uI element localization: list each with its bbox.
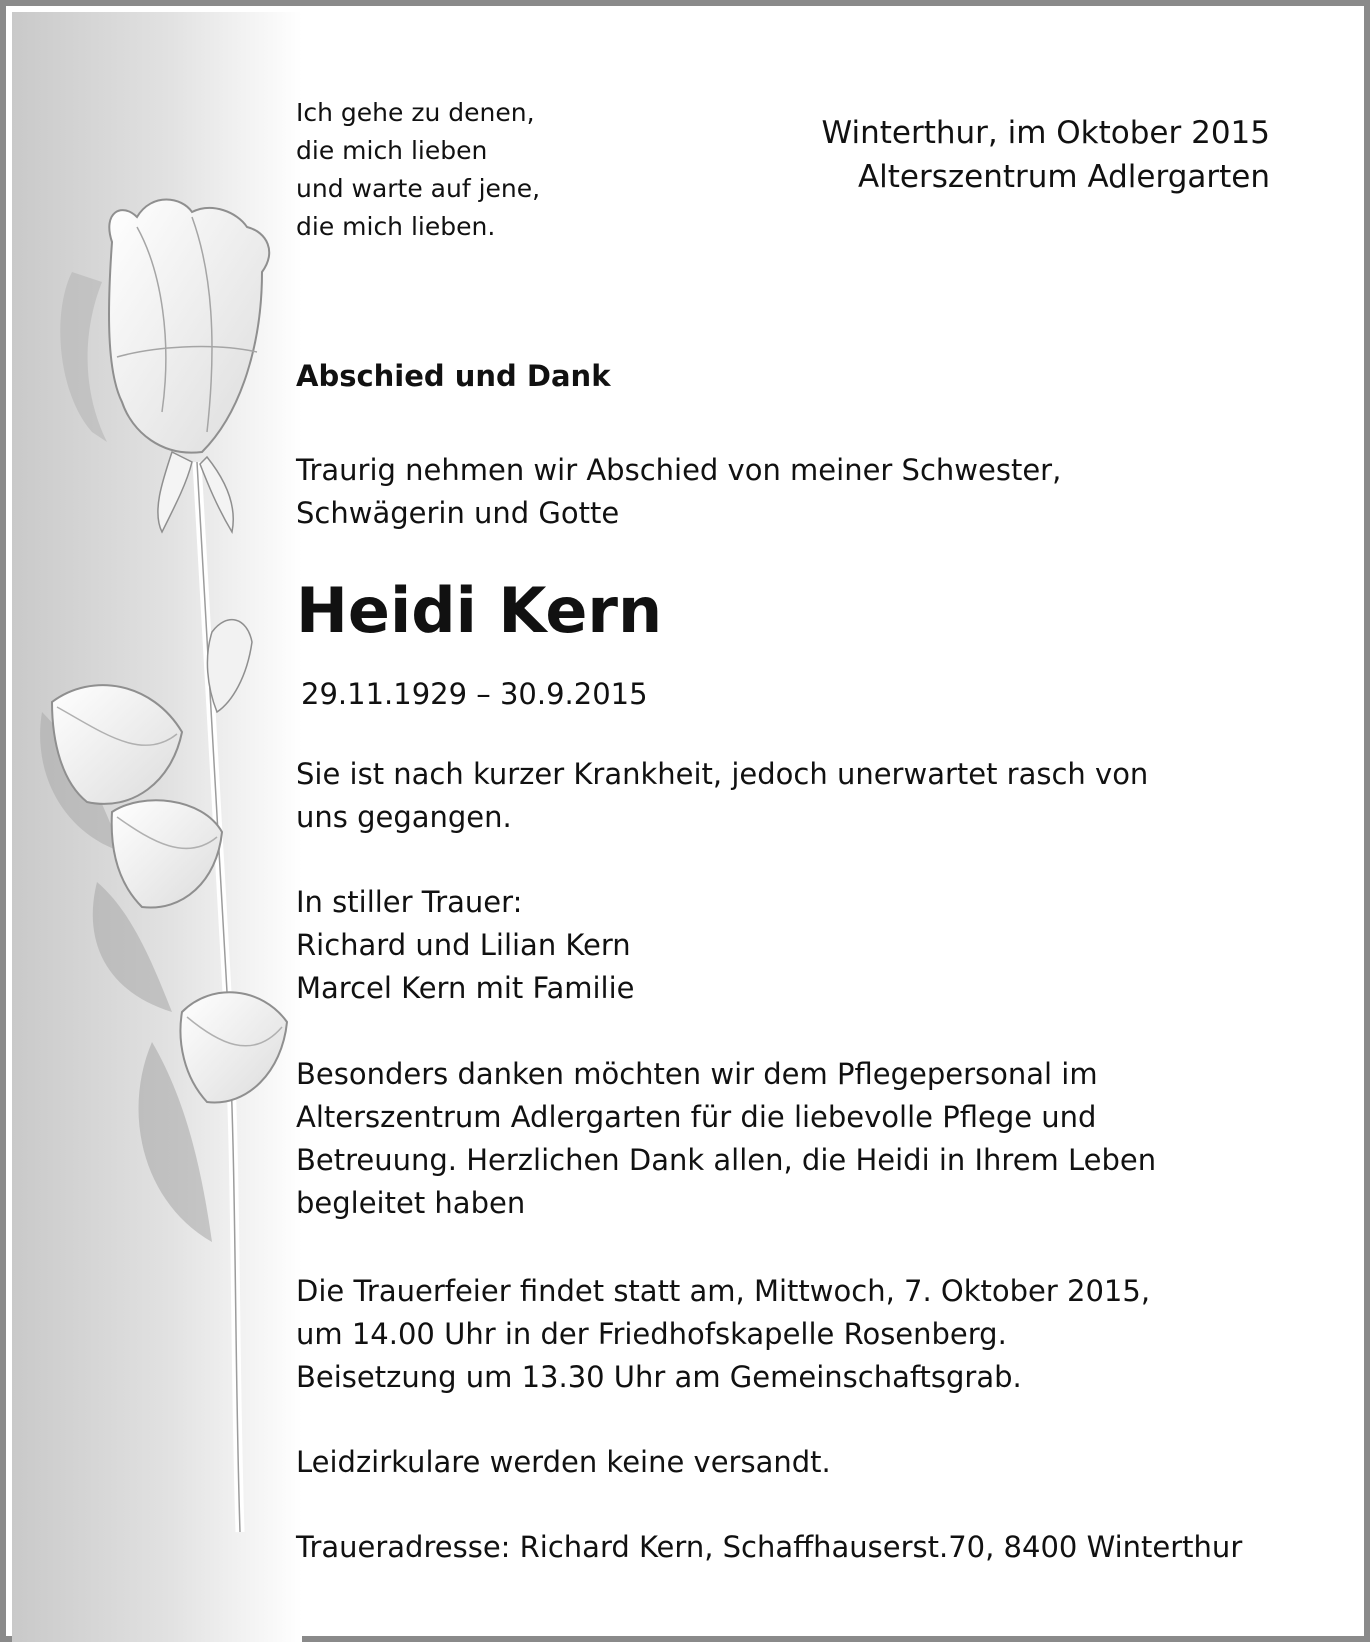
place-date-line: Winterthur, im Oktober 2015: [821, 115, 1270, 151]
poem-line: die mich lieben: [296, 136, 488, 165]
mourners-line: Marcel Kern mit Familie: [296, 971, 635, 1005]
ceremony-line: um 14.00 Uhr in der Friedhofskapelle Rosenberg.: [296, 1317, 1007, 1351]
poem-line: und warte auf jene,: [296, 174, 541, 203]
thanks-line: Betreuung. Herzlichen Dank allen, die Heidi in Ihrem Leben: [296, 1143, 1157, 1177]
place-institution-line: Alterszentrum Adlergarten: [857, 159, 1270, 195]
thanks-line: Besonders danken möchten wir dem Pflegepersonal im: [296, 1057, 1098, 1091]
intro-line: Traurig nehmen wir Abschied von meiner Schwester,: [296, 453, 1062, 487]
ceremony-line: Beisetzung um 13.30 Uhr am Gemeinschaftsgrab.: [296, 1360, 1022, 1394]
mourners-line: Richard und Lilian Kern: [296, 928, 631, 962]
poem: [296, 94, 540, 246]
life-dates: 29.11.1929 – 30.9.2015: [301, 677, 648, 711]
thanks-line: begleitet haben: [296, 1186, 526, 1220]
illness-line: uns gegangen.: [296, 800, 512, 834]
ceremony-paragraph: [296, 1270, 1150, 1399]
place-and-date: [822, 111, 1271, 199]
intro-paragraph: [296, 449, 1061, 535]
ceremony-line: Die Trauerfeier findet statt am, Mittwoch, 7. Oktober 2015,: [296, 1274, 1151, 1308]
deceased-name: Heidi Kern: [296, 574, 663, 647]
thanks-paragraph: [296, 1053, 1156, 1225]
mourning-address: Traueradresse: Richard Kern, Schaffhauserst.70, 8400 Winterthur: [296, 1530, 1243, 1564]
poem-line: die mich lieben.: [296, 212, 496, 241]
rose-illustration-icon: [12, 12, 302, 1642]
intro-line: Schwägerin und Gotte: [296, 496, 620, 530]
circular-notice: Leidzirkulare werden keine versandt.: [296, 1445, 831, 1479]
section-heading: Abschied und Dank: [296, 359, 611, 393]
illness-paragraph: [296, 753, 1148, 839]
illness-line: Sie ist nach kurzer Krankheit, jedoch unerwartet rasch von: [296, 757, 1149, 791]
mourners-list: [296, 881, 635, 1010]
mourners-line: In stiller Trauer:: [296, 885, 523, 919]
thanks-line: Alterszentrum Adlergarten für die liebevolle Pflege und: [296, 1100, 1097, 1134]
poem-line: Ich gehe zu denen,: [296, 98, 535, 127]
